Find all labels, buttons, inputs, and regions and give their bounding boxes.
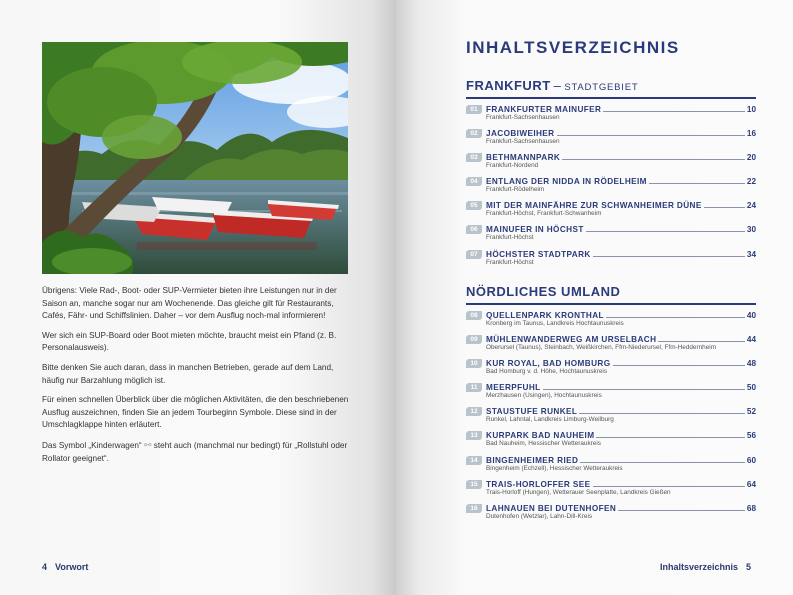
leader-line: [593, 249, 745, 257]
toc-entry-content: [486, 249, 756, 268]
toc-entry-content: [486, 406, 756, 425]
toc-entry-line: [486, 406, 756, 416]
toc-entry[interactable]: [466, 104, 756, 123]
leader-line: [613, 358, 745, 366]
toc-entry-content: [486, 503, 756, 522]
tour-name: TRAIS-HORLOFFER SEE: [486, 479, 591, 489]
leader-line: [704, 200, 745, 208]
toc-entry-content: [486, 382, 756, 401]
tour-number-badge: 15: [466, 480, 482, 489]
toc-entry[interactable]: [466, 200, 756, 219]
toc-entry-line: [486, 104, 756, 114]
toc-entry[interactable]: [466, 382, 756, 401]
tour-location: Bad Nauheim, Hessischer Wetteraukreis: [486, 440, 601, 448]
page-ref: 20: [746, 152, 756, 162]
section-frankfurt: [466, 78, 756, 273]
leader-line: [618, 503, 745, 511]
tour-location: Frankfurt-Sachsenhausen: [486, 113, 560, 121]
tour-number-badge: 14: [466, 456, 482, 465]
paragraph: Bitte denken Sie auch daran, dass in manchen Betrieben, gerade auf dem Land, häufig nur Barzahlung möglich ist.: [42, 362, 334, 385]
page-ref: 40: [746, 310, 756, 320]
toc-entry[interactable]: [466, 430, 756, 449]
toc-entry-content: [486, 200, 756, 219]
tour-location: Bad Homburg v. d. Höhe, Hochtaunuskreis: [486, 367, 608, 375]
toc-entry-content: [486, 224, 756, 243]
toc-entry-line: [486, 479, 756, 489]
paragraph-part: Das Symbol „Kinderwagen“: [42, 440, 142, 450]
toc-entry-content: [486, 152, 756, 171]
page-number: 5: [745, 562, 751, 572]
leader-line: [658, 334, 744, 342]
toc-entry-line: [486, 334, 756, 344]
toc-entry-line: [486, 200, 756, 210]
section-title: NÖRDLICHES UMLAND: [466, 284, 621, 299]
tour-name: LAHNAUEN BEI DUTENHOFEN: [486, 504, 617, 513]
page-ref: 60: [746, 455, 756, 465]
tour-location: Runkel, Lahntal, Landkreis Limburg-Weilburg: [486, 416, 614, 424]
tour-name: ENTLANG DER NIDDA IN RÖDELHEIM: [486, 177, 647, 187]
tour-name: KUR ROYAL, BAD HOMBURG: [486, 358, 611, 368]
toc-entry-content: [486, 334, 756, 353]
toc-entry-content: [486, 358, 756, 377]
paragraph: Für einen schnellen Überblick über die möglichen Aktivitäten, die den beschriebenen Ausflug auszeichnen, finden Sie an jedem Tourbeginn Symbole. Diese sind in der Umschlagklappe hinten erläutert.: [42, 395, 349, 430]
page-ref: 68: [746, 504, 756, 513]
toc-entry-line: [486, 358, 756, 368]
running-head: Inhaltsverzeichnis: [659, 562, 738, 572]
leader-line: [586, 224, 745, 232]
paragraph-stroller: [42, 439, 352, 465]
toc-entry-line: [486, 224, 756, 234]
toc-entry-line: [486, 176, 756, 186]
toc-entry[interactable]: [466, 334, 756, 353]
leader-line: [543, 382, 745, 390]
section-title: FRANKFURT: [466, 78, 551, 93]
toc-entry[interactable]: [466, 224, 756, 243]
toc-entry-content: [486, 455, 756, 474]
leader-line: [562, 152, 745, 160]
toc-entry-content: [486, 430, 756, 449]
section-dash: –: [553, 78, 562, 93]
tour-location: Frankfurt-Sachsenhausen: [486, 137, 560, 145]
toc-entry[interactable]: [466, 249, 756, 268]
toc-entry-line: [486, 152, 756, 162]
stroller-icon: ⚯: [143, 439, 152, 450]
toc-entry[interactable]: [466, 358, 756, 377]
tour-name: BINGENHEIMER RIED: [486, 455, 579, 465]
tour-name: JACOBIWEIHER: [486, 128, 555, 138]
toc-entry[interactable]: [466, 503, 756, 522]
left-page: [0, 0, 396, 595]
tour-location: Dutenhofen (Wetzlar), Lahn-Dill-Kreis: [486, 513, 593, 520]
tour-number-badge: 09: [466, 335, 482, 344]
paragraph: Übrigens: Viele Rad-, Boot- oder SUP-Vermieter bieten ihre Leistungen nur in der Saison an, manche sogar nur am Wochenende. Das gleiche gilt für Restaurants, Cafés, Fähr- und Schiffslinien. Daher – vor dem Ausflug noch-mal informieren!: [42, 286, 337, 321]
toc-entry-line: [486, 455, 756, 465]
leader-line: [606, 310, 745, 318]
toc-entry[interactable]: [466, 310, 756, 329]
leader-line: [580, 455, 745, 463]
toc-title: INHALTSVERZEICHNIS: [466, 38, 680, 57]
leader-line: [579, 406, 745, 414]
leader-line: [603, 104, 745, 112]
lake-photo: [42, 42, 348, 274]
toc-entry-line: [486, 249, 756, 259]
tour-name: MAINUFER IN HÖCHST: [486, 225, 584, 235]
toc-entries: [466, 310, 756, 522]
toc-entry-content: [486, 176, 756, 195]
tour-number-badge: 07: [466, 250, 482, 259]
toc-entry-line: [486, 382, 756, 392]
tour-number-badge: 10: [466, 359, 482, 368]
toc-entry-line: [486, 503, 756, 513]
tour-name: MÜHLENWANDERWEG AM URSELBACH: [486, 334, 657, 344]
tour-name: BETHMANNPARK: [486, 152, 561, 162]
section-subtitle: STADTGEBIET: [564, 82, 639, 93]
tour-location: Kronberg im Taunus, Landkreis Hochtaunuskreis: [486, 319, 624, 327]
toc-entry-content: [486, 310, 756, 329]
tour-name: HÖCHSTER STADTPARK: [486, 249, 591, 259]
tour-number-badge: 05: [466, 201, 482, 210]
toc-entry-content: [486, 479, 756, 498]
leader-line: [649, 176, 745, 184]
section-heading: [466, 284, 756, 299]
tour-location: Frankfurt-Höchst, Frankfurt-Schwanheim: [486, 210, 602, 218]
tour-name: KURPARK BAD NAUHEIM: [486, 431, 595, 441]
section-heading: [466, 78, 756, 93]
toc-entry[interactable]: [466, 455, 756, 474]
toc-entry-content: [486, 104, 756, 123]
tour-location: Merzhausen (Usingen), Hochtaunuskreis: [486, 392, 602, 400]
page-ref: 48: [746, 358, 756, 368]
section-rule: [466, 303, 756, 305]
section-rule: [466, 97, 756, 99]
toc-entry[interactable]: [466, 152, 756, 171]
page-number: 4: [42, 562, 48, 572]
tour-number-badge: 08: [466, 311, 482, 320]
tour-number-badge: 11: [466, 383, 482, 392]
page-ref: 16: [746, 128, 756, 138]
tour-name: QUELLENPARK KRONTHAL: [486, 310, 604, 320]
page-ref: 44: [746, 334, 756, 344]
page-ref: 34: [746, 249, 756, 259]
tour-number-badge: 12: [466, 407, 482, 416]
toc-entry-line: [486, 430, 756, 440]
toc-entry-content: [486, 128, 756, 147]
folio-left: [42, 562, 88, 572]
tour-location: Trais-Horloff (Hungen), Wetterauer Seenplatte, Landkreis Gießen: [486, 488, 671, 496]
right-page: [396, 0, 793, 595]
leader-line: [596, 430, 744, 438]
page-ref: 10: [746, 104, 756, 114]
toc-entry[interactable]: [466, 479, 756, 498]
toc-entries: [466, 104, 756, 268]
running-head: Vorwort: [55, 562, 89, 572]
toc-entry[interactable]: [466, 128, 756, 147]
tour-number-badge: 13: [466, 431, 482, 440]
page-ref: 30: [746, 225, 756, 235]
folio-right: [660, 562, 751, 572]
section-noerdliches-umland: [466, 284, 756, 527]
tour-location: Frankfurt-Höchst: [486, 234, 534, 242]
page-ref: 50: [746, 383, 756, 393]
tour-location: Frankfurt-Höchst: [486, 258, 534, 266]
tour-number-badge: 06: [466, 225, 482, 234]
tour-location: Bingenheim (Echzell), Hessischer Wetteraukreis: [486, 464, 623, 472]
toc-entry[interactable]: [466, 406, 756, 425]
tour-name: MIT DER MAINFÄHRE ZUR SCHWANHEIMER DÜNE: [486, 201, 702, 211]
page-ref: 22: [746, 177, 756, 187]
page-ref: 52: [746, 407, 756, 417]
leader-line: [557, 128, 745, 136]
toc-entry-line: [486, 310, 756, 320]
paragraph: Wer sich ein SUP-Board oder Boot mieten möchte, braucht meist ein Pfand (z. B. Personalausweis).: [42, 330, 337, 353]
leader-line: [593, 479, 745, 487]
tour-name: MEERPFUHL: [486, 383, 541, 393]
tour-number-badge: 01: [466, 105, 482, 114]
page-ref: 64: [746, 479, 756, 489]
toc-entry[interactable]: [466, 176, 756, 195]
tour-name: FRANKFURTER MAINUFER: [486, 104, 602, 114]
tour-location: Frankfurt-Rödelheim: [486, 186, 545, 194]
tour-number-badge: 04: [466, 177, 482, 186]
tour-number-badge: 02: [466, 129, 482, 138]
intro-text: [42, 285, 352, 472]
tour-number-badge: 16: [466, 504, 482, 513]
page-ref: 24: [746, 201, 756, 211]
tour-name: STAUSTUFE RUNKEL: [486, 407, 578, 417]
paragraph-part: steht auch (manchmal nur bedingt) für „Rollstuhl oder Rollator geeignet“.: [42, 440, 348, 463]
tour-location: Frankfurt-Nordend: [486, 161, 539, 169]
toc-entry-line: [486, 128, 756, 138]
tour-location: Oberursel (Taunus), Steinbach, Weißkirchen, Ffm-Niederursel, Ffm-Heddernheim: [486, 343, 717, 351]
page-ref: 56: [746, 431, 756, 441]
tour-number-badge: 03: [466, 153, 482, 162]
